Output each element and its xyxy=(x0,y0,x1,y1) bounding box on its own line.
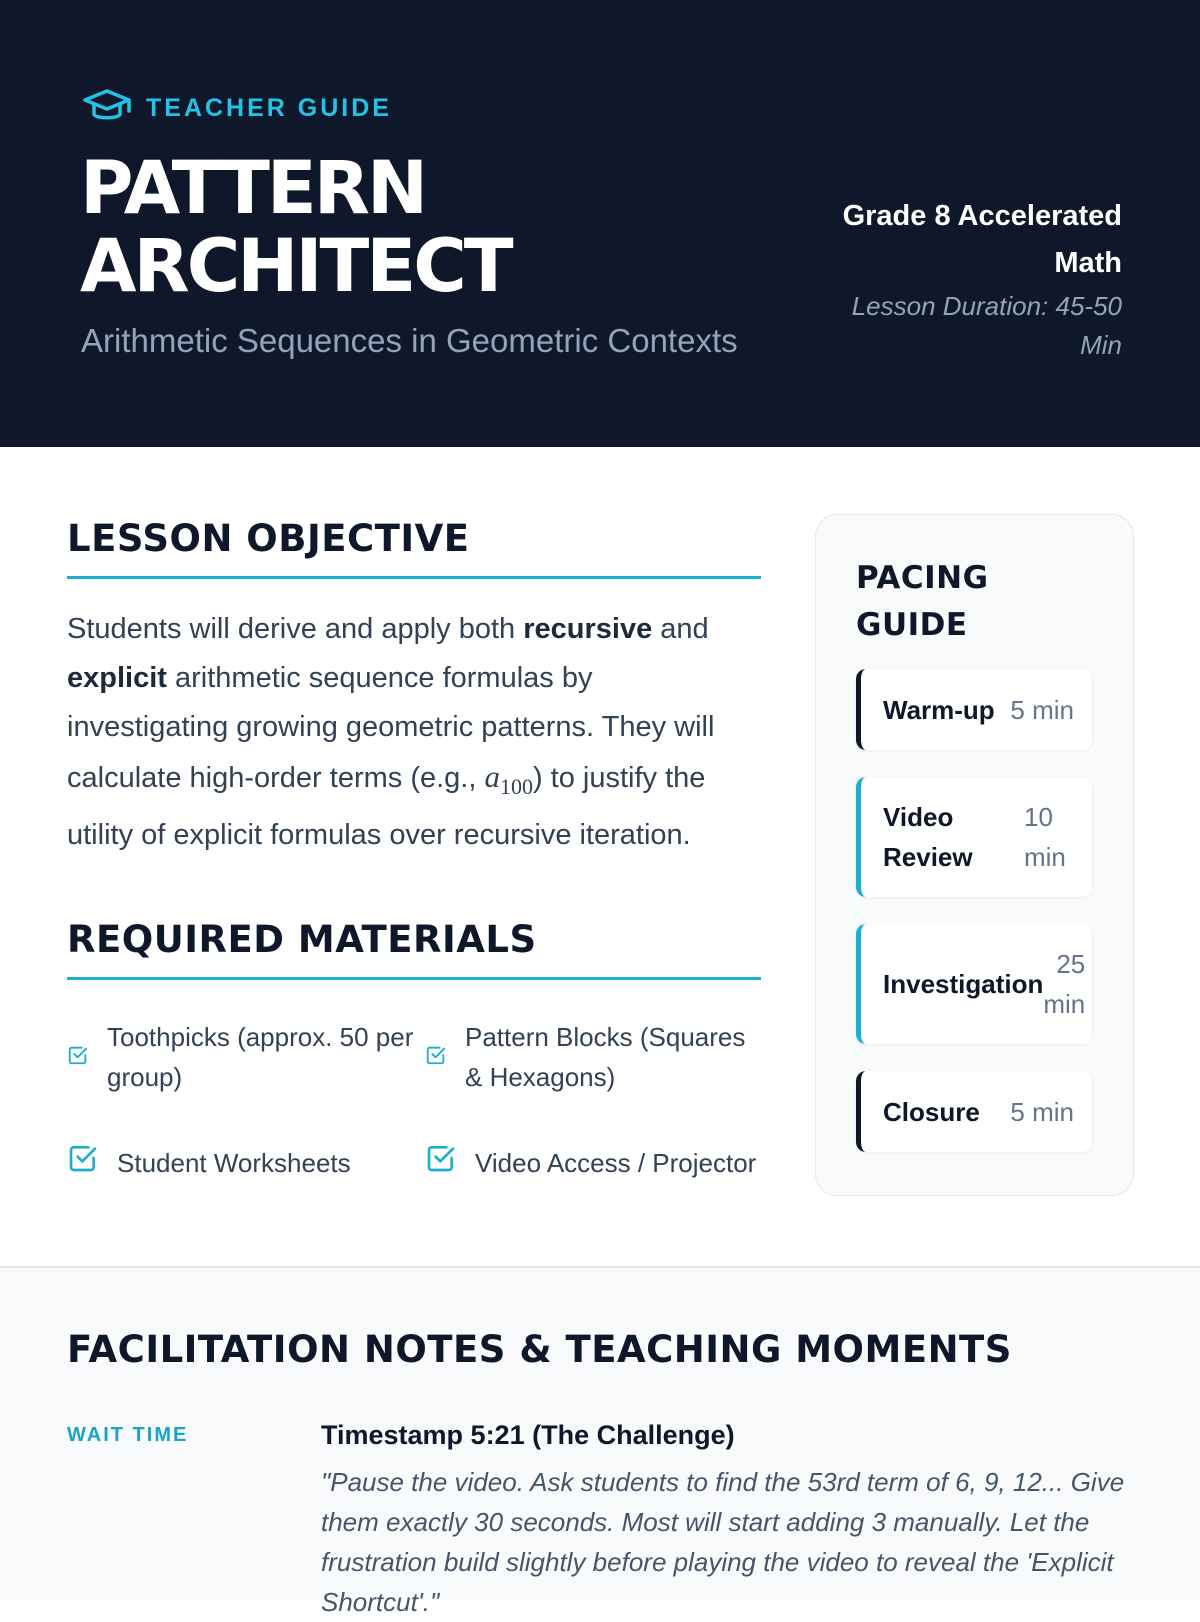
math-term xyxy=(484,759,533,800)
left-column xyxy=(67,447,761,1216)
pacing-item-label: Warm-up xyxy=(883,694,995,725)
objective-title: LESSON OBJECTIVE xyxy=(67,517,761,579)
pacing-item-closure xyxy=(856,1071,1092,1152)
note-body xyxy=(321,1416,1141,1622)
material-item xyxy=(425,1004,761,1110)
page-header xyxy=(0,0,1200,447)
page-title xyxy=(80,146,780,309)
pacing-title: PACING GUIDE xyxy=(856,560,989,643)
materials-title: REQUIRED MATERIALS xyxy=(67,918,761,980)
pacing-item-video-review xyxy=(856,777,1092,897)
objective-text-part: and xyxy=(652,613,709,645)
pacing-item-time: 5 min xyxy=(1010,1096,1074,1127)
note-heading: Timestamp 5:21 (The Challenge) xyxy=(321,1420,735,1450)
notes-title: FACILITATION NOTES & TEACHING MOMENTS xyxy=(67,1328,1012,1371)
note-quote: "Pause the video. Ask students to find the 53rd term of 6, 9, 12... Give them exactly 30 seconds. Most will start adding 3 manually. Let the frustration build slightly before playing the video to reveal the 'Explicit Shortcut'." xyxy=(321,1467,1125,1617)
lesson-duration: Lesson Duration: 45-50 Min xyxy=(851,291,1122,360)
pacing-guide-card xyxy=(815,514,1134,1196)
material-item xyxy=(67,1004,425,1110)
checkbox-icon xyxy=(67,1037,89,1077)
title-line-2: ARCHITECT xyxy=(80,224,511,309)
pacing-item-warm-up xyxy=(856,669,1092,750)
math-subscript: 100 xyxy=(499,774,533,800)
pacing-item-label: Closure xyxy=(883,1096,980,1127)
lesson-meta xyxy=(822,193,1122,365)
note-tag: WAIT TIME xyxy=(67,1424,189,1446)
objective-bold-recursive: recursive xyxy=(523,613,653,645)
graduation-cap-icon xyxy=(82,86,132,131)
checkbox-icon xyxy=(425,1142,457,1185)
objective-bold-explicit: explicit xyxy=(67,662,167,694)
facilitation-notes xyxy=(0,1266,1200,1617)
material-item xyxy=(67,1110,425,1216)
pacing-item-time: 10 min xyxy=(1024,802,1066,872)
objective-text xyxy=(67,605,761,860)
pacing-item-investigation xyxy=(856,924,1092,1044)
checkbox-icon xyxy=(67,1142,99,1185)
objective-text-part: arithmetic sequence formulas by investigating growing geometric patterns. They will calculate high-order terms (e.g., xyxy=(67,662,715,794)
material-label: Toothpicks (approx. 50 per group) xyxy=(107,1022,414,1093)
grade-level: Grade 8 Accelerated Math xyxy=(842,200,1122,279)
main-content xyxy=(0,447,1200,1267)
materials-list xyxy=(67,1004,761,1216)
page-subtitle: Arithmetic Sequences in Geometric Contexts xyxy=(81,322,738,359)
objective-text-part: Students will derive and apply both xyxy=(67,613,524,645)
material-label: Student Worksheets xyxy=(117,1148,351,1179)
eyebrow xyxy=(82,86,392,131)
pacing-item-label: Investigation xyxy=(883,969,1044,999)
pacing-item-label: Video Review xyxy=(883,802,973,872)
eyebrow-label: TEACHER GUIDE xyxy=(146,94,392,122)
pacing-item-time: 5 min xyxy=(1010,694,1074,725)
objective-text-part: ) to justify the utility of explicit formulas over recursive iteration. xyxy=(67,762,706,852)
title-line-1: PATTERN xyxy=(80,146,426,231)
checkbox-icon xyxy=(425,1037,447,1077)
material-item xyxy=(425,1110,761,1216)
math-variable: a xyxy=(484,759,500,794)
material-label: Video Access / Projector xyxy=(475,1148,757,1179)
pacing-item-time: 25 min xyxy=(1043,949,1086,1019)
material-label: Pattern Blocks (Squares & Hexagons) xyxy=(465,1022,746,1093)
